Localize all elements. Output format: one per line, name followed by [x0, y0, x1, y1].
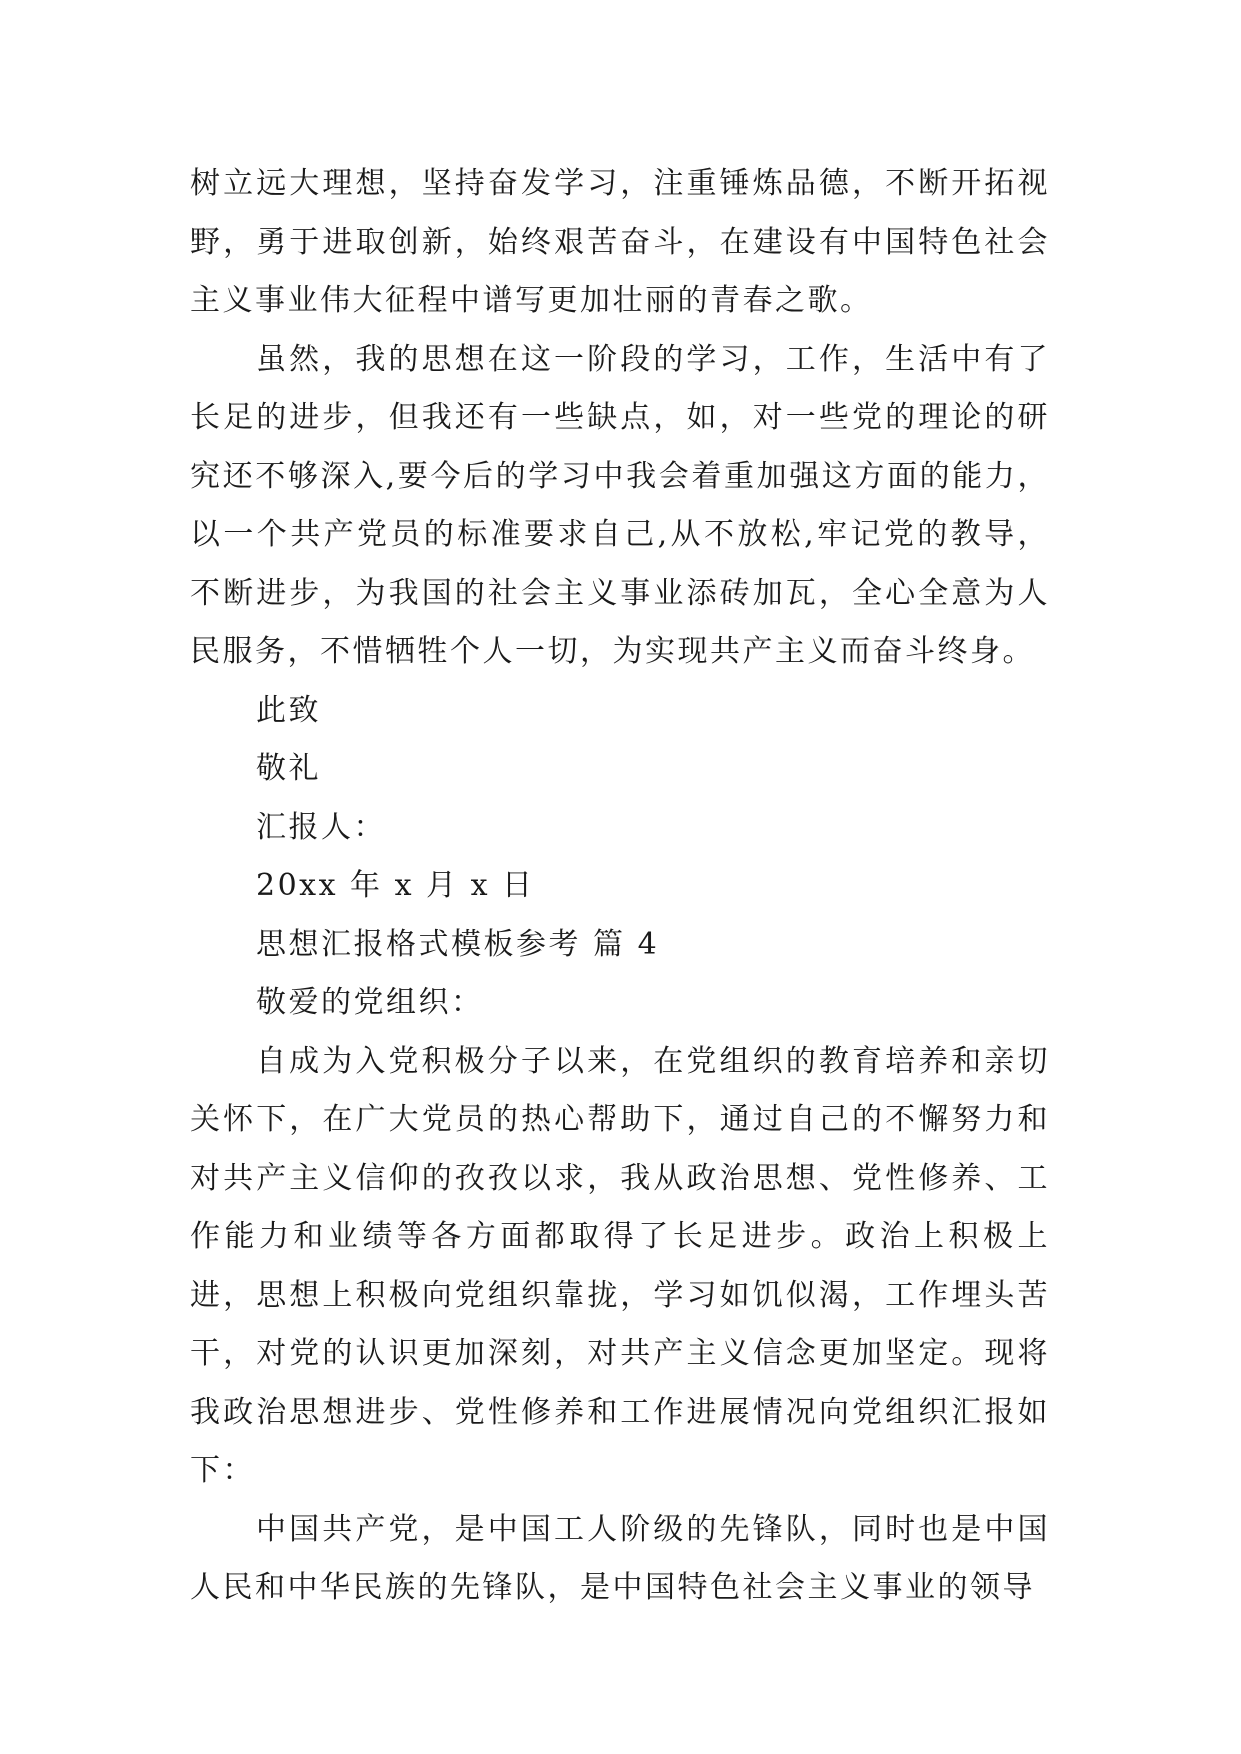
paragraph-party-description: 中国共产党，是中国工人阶级的先锋队，同时也是中国人民和中华民族的先锋队，是中国特色社会主义事业的领导 [190, 1511, 1050, 1605]
report-date: 20xx 年 x 月 x 日 [256, 868, 535, 903]
paragraph-self-assessment: 虽然，我的思想在这一阶段的学习，工作，生活中有了长足的进步，但我还有一些缺点，如，对一些党的理论的研究还不够深入,要今后的学习中我会着重加强这方面的能力，以一个共产党员的标准要求自己,从不放松,牢记党的教导，不断进步，为我国的社会主义事业添砖加瓦，全心全意为人民服务，不惜牺牲个人一切，为实现共产主义而奋斗终身。 [190, 341, 1050, 669]
paragraph-introduction: 自成为入党积极分子以来，在党组织的教育培养和亲切关怀下，在广大党员的热心帮助下，通过自己的不懈努力和对共产主义信仰的孜孜以求，我从政治思想、党性修养、工作能力和业绩等各方面都取得了长足进步。政治上积极上进，思想上积极向党组织靠拢，学习如饥似渴，工作埋头苦干，对党的认识更加深刻，对共产主义信念更加坚定。现将我政治思想进步、党性修养和工作进展情况向党组织汇报如下： [190, 1043, 1050, 1488]
document-body [190, 155, 1050, 1618]
closing-respect: 敬礼 [256, 751, 321, 786]
paragraph-continued: 树立远大理想，坚持奋发学习，注重锤炼品德，不断开拓视野，勇于进取创新，始终艰苦奋斗，在建设有中国特色社会主义事业伟大征程中谱写更加壮丽的青春之歌。 [190, 166, 1050, 318]
closing-salutation: 此致 [256, 692, 321, 728]
section-heading: 思想汇报格式模板参考 篇 4 [256, 926, 660, 962]
greeting: 敬爱的党组织： [256, 985, 484, 1020]
reporter-label: 汇报人： [256, 809, 386, 845]
